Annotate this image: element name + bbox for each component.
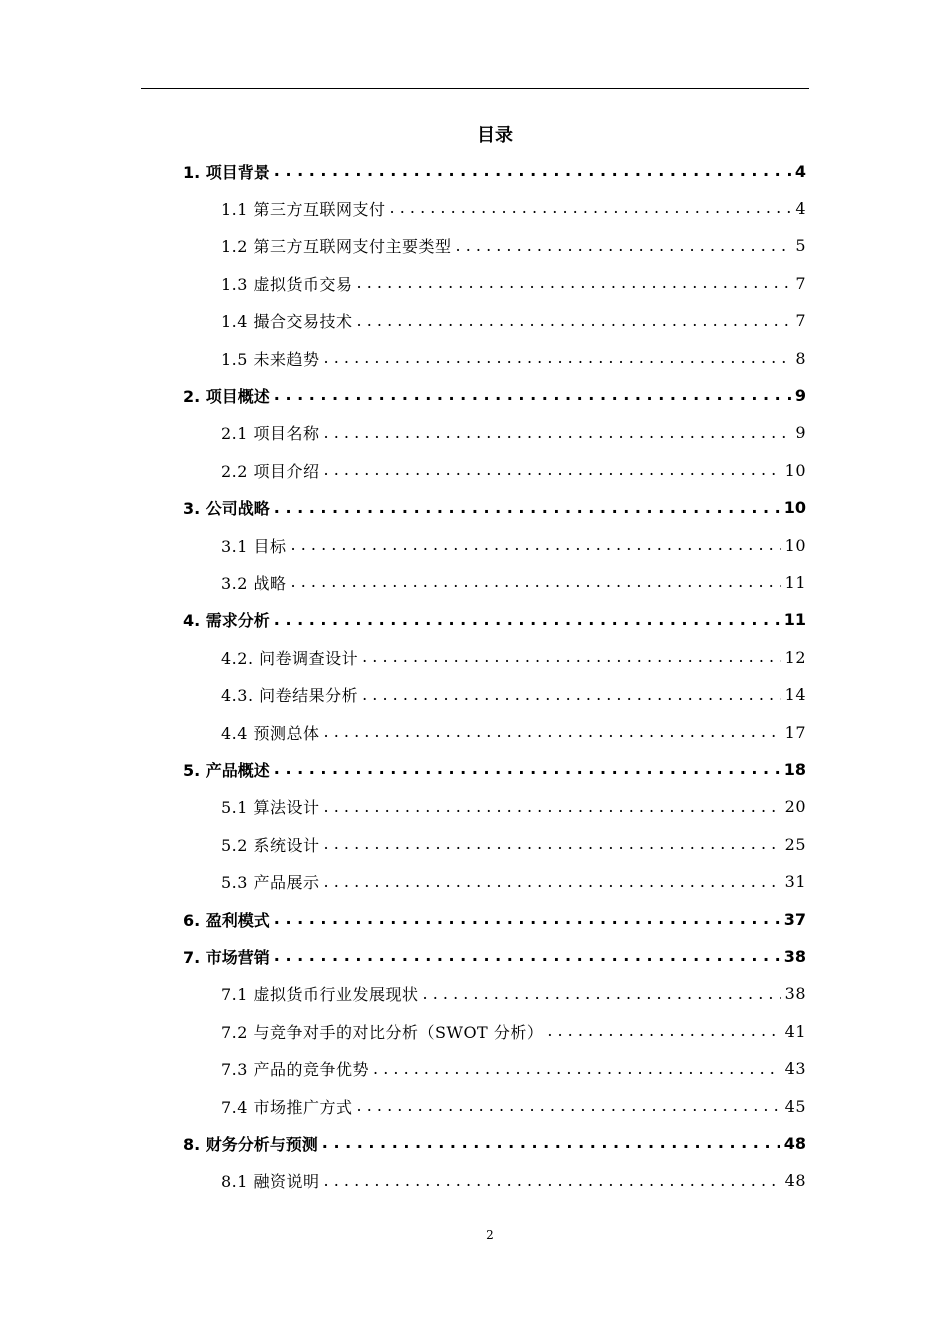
toc-entry-page: 8 [795, 348, 806, 368]
toc-dot-leader [274, 946, 780, 966]
toc-entry-label: 4.2. 问卷调查设计 [221, 648, 359, 668]
toc-entry-page: 9 [794, 385, 806, 405]
toc-subsection-entry[interactable] [221, 789, 806, 825]
toc-entry-label: 2. 项目概述 [183, 386, 270, 406]
toc-dot-leader [324, 834, 781, 854]
toc-subsection-entry[interactable] [221, 452, 806, 488]
toc-entry-label: 1.5 未来趋势 [221, 349, 320, 369]
toc-entry-label: 1.3 虚拟货币交易 [221, 274, 353, 294]
toc-subsection-entry[interactable] [221, 340, 806, 376]
toc-entry-page: 14 [784, 685, 806, 705]
toc-dot-leader [357, 273, 792, 293]
toc-entry-label: 7. 市场营销 [183, 947, 270, 967]
toc-subsection-entry[interactable] [221, 976, 806, 1012]
toc-subsection-entry[interactable] [221, 639, 806, 675]
toc-subsection-entry[interactable] [221, 826, 806, 862]
toc-entry-label: 2.2 项目介绍 [221, 461, 320, 481]
toc-entry-page: 11 [784, 572, 806, 592]
toc-entry-page: 12 [784, 647, 806, 667]
toc-subsection-entry[interactable] [221, 677, 806, 713]
toc-subsection-entry[interactable] [221, 864, 806, 900]
toc-entry-page: 17 [784, 722, 806, 742]
toc-entry-label: 1.2 第三方互联网支付主要类型 [221, 237, 452, 257]
toc-dot-leader [324, 722, 781, 742]
toc-entry-page: 37 [783, 909, 806, 929]
toc-entry-label: 5.2 系统设计 [221, 835, 320, 855]
toc-section-entry[interactable] [183, 938, 806, 974]
toc-entry-label: 8. 财务分析与预测 [183, 1134, 318, 1154]
toc-subsection-entry[interactable] [221, 415, 806, 451]
toc-entry-page: 41 [784, 1021, 806, 1041]
toc-entry-label: 4. 需求分析 [183, 611, 270, 631]
toc-entry-page: 7 [795, 273, 806, 293]
toc-subsection-entry[interactable] [221, 228, 806, 264]
toc-entry-label: 7.2 与竞争对手的对比分析（SWOT 分析） [221, 1022, 544, 1042]
toc-entry-label: 1. 项目背景 [183, 162, 270, 182]
toc-dot-leader [324, 1171, 781, 1191]
toc-section-entry[interactable] [183, 901, 806, 937]
toc-section-entry[interactable] [183, 490, 806, 526]
toc-entry-label: 5.1 算法设计 [221, 798, 320, 818]
toc-entry-label: 5. 产品概述 [183, 760, 270, 780]
toc-section-entry[interactable] [183, 602, 806, 638]
toc-title: 目录 [477, 125, 513, 146]
toc-entry-page: 10 [784, 535, 806, 555]
toc-dot-leader [291, 535, 781, 555]
toc-section-entry[interactable] [183, 1125, 806, 1161]
toc-section-entry[interactable] [183, 153, 806, 189]
toc-entry-page: 7 [795, 311, 806, 331]
toc-dot-leader [322, 1133, 780, 1153]
toc-entry-label: 7.3 产品的竞争优势 [221, 1060, 370, 1080]
toc-dot-leader [324, 423, 792, 443]
toc-dot-leader [324, 797, 781, 817]
toc-subsection-entry[interactable] [221, 265, 806, 301]
toc-dot-leader [291, 572, 781, 592]
toc-entry-page: 4 [795, 198, 806, 218]
toc-entry-page: 20 [784, 797, 806, 817]
toc-dot-leader [456, 236, 792, 256]
toc-subsection-entry[interactable] [221, 714, 806, 750]
toc-entry-page: 10 [783, 498, 806, 518]
toc-entry-label: 6. 盈利模式 [183, 910, 270, 930]
toc-dot-leader [274, 610, 780, 630]
toc-subsection-entry[interactable] [221, 1051, 806, 1087]
toc-dot-leader [274, 385, 791, 405]
toc-section-entry[interactable] [183, 751, 806, 787]
toc-subsection-entry[interactable] [221, 1088, 806, 1124]
toc-subsection-entry[interactable] [221, 303, 806, 339]
toc-entry-page: 48 [784, 1171, 806, 1191]
toc-subsection-entry[interactable] [221, 1163, 806, 1199]
toc-dot-leader [274, 909, 780, 929]
toc-entry-page: 48 [783, 1133, 806, 1153]
toc-dot-leader [274, 161, 791, 181]
toc-subsection-entry[interactable] [221, 190, 806, 226]
toc-entry-page: 25 [784, 834, 806, 854]
toc-entry-label: 1.4 撮合交易技术 [221, 312, 353, 332]
toc-dot-leader [423, 984, 781, 1004]
toc-entry-label: 7.4 市场推广方式 [221, 1097, 353, 1117]
toc-dot-leader [324, 348, 792, 368]
toc-entry-label: 7.1 虚拟货币行业发展现状 [221, 985, 419, 1005]
toc-entry-page: 38 [784, 984, 806, 1004]
toc-subsection-entry[interactable] [221, 1013, 806, 1049]
toc-entry-label: 3.1 目标 [221, 536, 287, 556]
toc-dot-leader [274, 759, 780, 779]
toc-entry-page: 4 [794, 161, 806, 181]
toc-entry-page: 18 [783, 759, 806, 779]
toc-dot-leader [324, 872, 781, 892]
toc-entry-page: 5 [795, 236, 806, 256]
toc-dot-leader [274, 498, 780, 518]
toc-dot-leader [357, 311, 792, 331]
toc-dot-leader [357, 1096, 781, 1116]
toc-dot-leader [373, 1059, 781, 1079]
toc-entry-page: 45 [784, 1096, 806, 1116]
toc-dot-leader [324, 460, 781, 480]
toc-entry-label: 3. 公司战略 [183, 499, 270, 519]
toc-entry-label: 1.1 第三方互联网支付 [221, 199, 386, 219]
toc-entry-label: 4.4 预测总体 [221, 723, 320, 743]
toc-entry-page: 11 [783, 610, 806, 630]
page-number: 2 [486, 1228, 494, 1242]
toc-entry-page: 38 [783, 946, 806, 966]
toc-entry-label: 3.2 战略 [221, 573, 287, 593]
toc-dot-leader [362, 647, 781, 667]
toc-entry-page: 43 [784, 1059, 806, 1079]
toc-entry-label: 5.3 产品展示 [221, 873, 320, 893]
toc-section-entry[interactable] [183, 377, 806, 413]
toc-entry-page: 9 [795, 423, 806, 443]
header-rule [141, 88, 809, 89]
toc-entry-page: 31 [784, 872, 806, 892]
toc-entry-label: 8.1 融资说明 [221, 1172, 320, 1192]
toc-subsection-entry[interactable] [221, 527, 806, 563]
toc-dot-leader [390, 198, 792, 218]
toc-entry-page: 10 [784, 460, 806, 480]
toc-entry-label: 4.3. 问卷结果分析 [221, 686, 359, 706]
toc-dot-leader [362, 685, 781, 705]
toc-entry-label: 2.1 项目名称 [221, 424, 320, 444]
toc-subsection-entry[interactable] [221, 564, 806, 600]
toc-dot-leader [547, 1021, 780, 1041]
